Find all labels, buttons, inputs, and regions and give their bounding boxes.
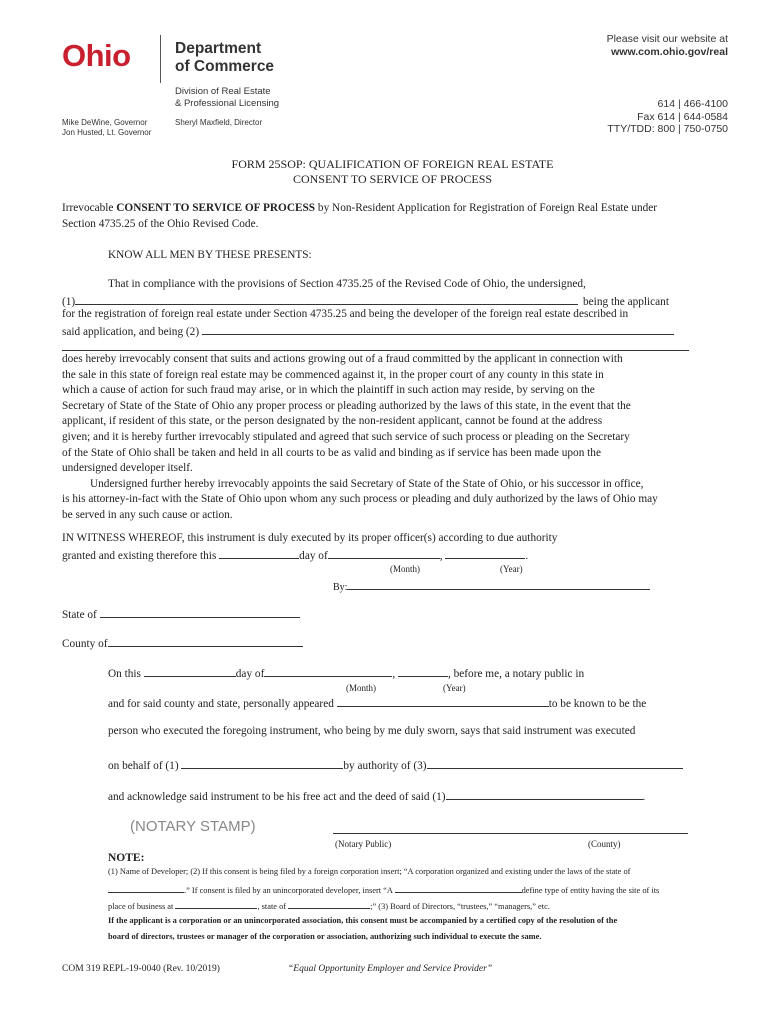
director-name: Sheryl Maxfield, Director bbox=[175, 118, 263, 127]
compliance-line1: That in compliance with the provisions of Section 4735.25 of the Revised Code of Ohio, the undersigned, bbox=[108, 278, 586, 290]
notary-line2: and for said county and state, personally appeared to be known to be the bbox=[108, 694, 646, 713]
authority-field[interactable] bbox=[427, 756, 683, 769]
division-name: Division of Real Estate & Professional Licensing bbox=[175, 86, 280, 109]
notary-stamp-area: (NOTARY STAMP) bbox=[130, 818, 256, 835]
witness-line1: IN WITNESS WHEREOF, this instrument is duly executed by its proper officer(s) according to due authority bbox=[62, 532, 558, 544]
notary-year-caption: (Year) bbox=[443, 683, 466, 693]
entity-type-field[interactable] bbox=[395, 883, 522, 893]
website-block: Please visit our website at www.com.ohio.gov/real bbox=[606, 33, 728, 58]
county-caption: (County) bbox=[588, 839, 621, 849]
witness-year-caption: (Year) bbox=[500, 564, 523, 574]
note-line3: place of business at , state of ;” (3) Board of Directors, “trustees,” “managers,” etc. bbox=[108, 899, 550, 911]
fax: Fax 614 | 644-0584 bbox=[637, 110, 728, 123]
notary-year-field[interactable] bbox=[398, 664, 448, 677]
logo-text: Ohio bbox=[62, 38, 131, 73]
deed-of-field[interactable] bbox=[446, 787, 643, 800]
notary-public-caption: (Notary Public) bbox=[335, 839, 392, 849]
note-line2: .” If consent is filed by an unincorporated developer, insert “A define type of entity having the site of its bbox=[108, 883, 659, 895]
form-id: COM 319 REPL-19-0040 (Rev. 10/2019) bbox=[62, 964, 220, 974]
county-field[interactable] bbox=[108, 634, 303, 647]
county-line: County of bbox=[62, 634, 303, 653]
compliance-line3: for the registration of foreign real estate under Section 4735.25 and being the developer of the foreign real estate described in bbox=[62, 308, 629, 320]
state-line: State of bbox=[62, 605, 300, 624]
entity-description-field[interactable] bbox=[202, 322, 674, 335]
know-all-heading: KNOW ALL MEN BY THESE PRESENTS: bbox=[108, 249, 312, 261]
logo-divider bbox=[160, 35, 161, 83]
officer-signature-field[interactable] bbox=[347, 577, 650, 590]
governor-block: Mike DeWine, Governor Jon Husted, Lt. Governor bbox=[62, 118, 152, 137]
notary-signature-line[interactable] bbox=[333, 833, 688, 834]
notary-month-field[interactable] bbox=[264, 664, 392, 677]
department-name: Department of Commerce bbox=[175, 40, 275, 75]
tty: TTY/TDD: 800 | 750-0750 bbox=[607, 123, 728, 135]
witness-year-field[interactable] bbox=[445, 546, 525, 559]
compliance-line4: said application, and being (2) bbox=[62, 322, 674, 341]
state-of-incorporation-field[interactable] bbox=[108, 883, 184, 893]
witness-month-field[interactable] bbox=[328, 546, 440, 559]
intro-paragraph: Irrevocable CONSENT TO SERVICE OF PROCESS by Non-Resident Application for Registration of Foreign Real Estate under Section 4735.25 of the Ohio Revised Code. bbox=[62, 202, 658, 230]
behalf-of-field[interactable] bbox=[181, 756, 343, 769]
business-state-field[interactable] bbox=[288, 899, 370, 909]
ohio-logo bbox=[62, 38, 131, 74]
consent-paragraph: does hereby irrevocably consent that suits and actions growing out of a fraud committed by the applicant in connection with the sale in this state of foreign real estate may be commenced against it, in the proper court of any county in this state in which a cause of action for such fraud may arise, or in which the plaintiff in such action may reside, by serving on the Secretary of State of the State of Ohio any proper process or pleading authorized by the laws of this state, in the event that the applicant, if resident of this state, or the person designated by the non-resident applicant, cannot be found at the address given; and it is hereby further irrevocably stipulated and agreed that such service of such process or pleading on the Secretary of the State of Ohio shall be taken and held in all courts to be as valid and binding as if service has been made upon the undersigned developer itself. Undersigned further hereby irrevocably appoints the said Secretary of State of the State of Ohio, or his successor in office, is his attorney-in-fact with the State of Ohio upon whom any such process or pleading and duly authorized by the laws of Ohio may be served in any such cause or action. bbox=[62, 353, 658, 521]
state-field[interactable] bbox=[100, 605, 300, 618]
witness-month-caption: (Month) bbox=[390, 564, 420, 574]
notary-month-caption: (Month) bbox=[346, 683, 376, 693]
place-of-business-field[interactable] bbox=[175, 899, 257, 909]
note-bold-requirement: If the applicant is a corporation or an unincorporated association, this consent must be accompanied by a certified copy of the resolution of the board of directors, trustees or manager of the corporation or association, authorizing such individual to execute the same. bbox=[108, 916, 618, 941]
note-line1: (1) Name of Developer; (2) If this consent is being filed by a foreign corporation insert; “A corporation organized and existing under the laws of the state of bbox=[108, 867, 631, 876]
footer-tagline: “Equal Opportunity Employer and Service Provider” bbox=[288, 964, 493, 974]
witness-day-field[interactable] bbox=[219, 546, 299, 559]
notary-line5: and acknowledge said instrument to be his free act and the deed of said (1) . bbox=[108, 787, 645, 806]
notary-day-field[interactable] bbox=[144, 664, 236, 677]
form-title: FORM 25SOP: QUALIFICATION OF FOREIGN REAL ESTATE CONSENT TO SERVICE OF PROCESS bbox=[231, 157, 554, 186]
contact-block bbox=[607, 98, 728, 136]
appeared-person-field[interactable] bbox=[337, 694, 549, 707]
by-line: By: bbox=[333, 577, 650, 593]
phone: 614 | 466-4100 bbox=[657, 98, 728, 110]
compliance-line2: (1) being the applicant bbox=[62, 292, 669, 311]
entity-description-field-2[interactable] bbox=[62, 350, 689, 351]
developer-name-field[interactable] bbox=[75, 292, 578, 305]
website-link[interactable]: www.com.ohio.gov/real bbox=[611, 46, 728, 58]
note-title: NOTE: bbox=[108, 852, 145, 864]
notary-line1: On this day of , , before me, a notary public in bbox=[108, 664, 584, 683]
notary-line4: on behalf of (1) by authority of (3) bbox=[108, 756, 683, 775]
witness-line2: granted and existing therefore this day of , . bbox=[62, 546, 528, 565]
notary-line3: person who executed the foregoing instrument, who being by me duly sworn, says that said instrument was executed bbox=[108, 725, 636, 737]
